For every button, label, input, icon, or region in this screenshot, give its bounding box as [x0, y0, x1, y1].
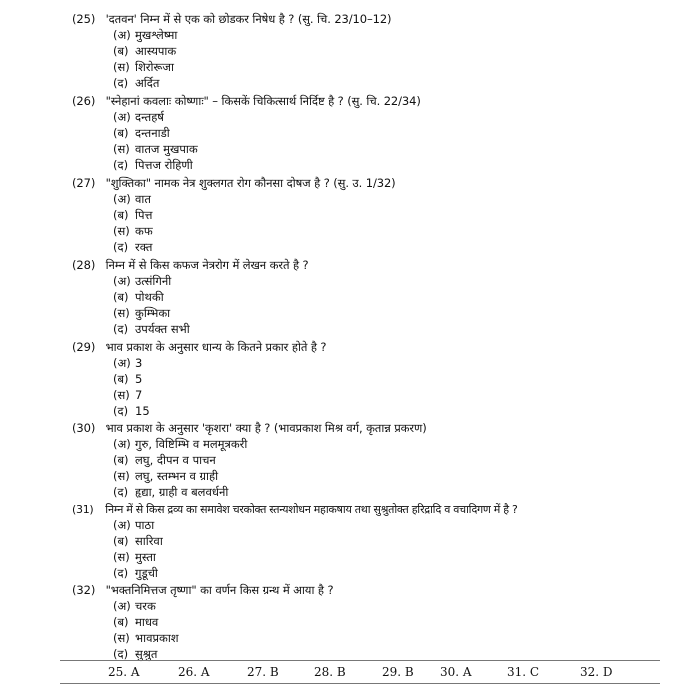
option-label: (ब) — [113, 290, 129, 304]
option-label: (द) — [113, 404, 129, 418]
option — [113, 518, 154, 533]
question-text: भाव प्रकाश के अनुसार धान्य के कितने प्रकार होते है ? — [105, 340, 327, 354]
option-label: (ब) — [113, 534, 129, 548]
option-label: (ब) — [113, 126, 129, 140]
question-31 — [72, 502, 518, 517]
option-label: (द) — [113, 647, 129, 661]
option-label: (स) — [113, 60, 130, 74]
option-text: उत्संगिनी — [135, 274, 172, 288]
option-label: (अ) — [113, 192, 131, 206]
answer-item: 32. D — [580, 665, 613, 679]
question-number: (25) — [72, 12, 96, 26]
option-label: (अ) — [113, 518, 131, 532]
option-label: (स) — [113, 550, 130, 564]
option — [113, 388, 142, 403]
option — [113, 631, 179, 646]
option — [113, 142, 198, 157]
question-text: भाव प्रकाश के अनुसार 'कृशरा' क्या है ? (भावप्रकाश मिश्र वर्ग, कृतान्न प्रकरण) — [105, 421, 427, 435]
option — [113, 110, 164, 125]
option — [113, 208, 152, 223]
option — [113, 469, 218, 484]
option-label: (ब) — [113, 372, 129, 386]
option-label: (स) — [113, 224, 130, 238]
question-32 — [72, 583, 333, 598]
option-text: वात — [135, 192, 151, 206]
option-text: माधव — [135, 615, 159, 629]
option-label: (अ) — [113, 274, 131, 288]
question-27 — [72, 176, 396, 191]
question-number: (30) — [72, 421, 96, 435]
option — [113, 356, 142, 371]
option-text: मुस्ता — [135, 550, 156, 564]
question-text: "भक्तनिमित्तज तृष्णा" का वर्णन किस ग्रन्थ में आया है ? — [105, 583, 334, 597]
option-text: दन्तहर्ष — [135, 110, 164, 124]
option-text: कुम्भिका — [135, 306, 171, 320]
option-text: गुडूची — [135, 566, 158, 580]
option-text: 3 — [135, 356, 143, 370]
question-25 — [72, 12, 391, 27]
option-label: (द) — [113, 566, 129, 580]
option-label: (ब) — [113, 208, 129, 222]
option-text: हृद्या, ग्राही व बलवर्धनी — [135, 485, 229, 499]
option — [113, 76, 159, 91]
question-text: निम्न में से किस कफज नेत्ररोग में लेखन करते है ? — [105, 258, 309, 272]
answer-item: 26. A — [178, 665, 210, 679]
option-label: (स) — [113, 306, 130, 320]
option-text: सारिवा — [135, 534, 163, 548]
option-label: (अ) — [113, 28, 131, 42]
option — [113, 158, 193, 173]
option-label: (स) — [113, 631, 130, 645]
answer-item: 29. B — [382, 665, 414, 679]
option-label: (ब) — [113, 453, 129, 467]
option-text: पित्तज रोहिणी — [135, 158, 193, 172]
option — [113, 322, 190, 337]
option-text: वातज मुखपाक — [135, 142, 198, 156]
option-text: अर्दित — [135, 76, 160, 90]
option — [113, 60, 174, 75]
option-label: (ब) — [113, 615, 129, 629]
option-text: रक्त — [135, 240, 153, 254]
option — [113, 437, 247, 452]
answer-item: 30. A — [440, 665, 472, 679]
option-label: (स) — [113, 142, 130, 156]
option — [113, 372, 142, 387]
answer-key — [60, 660, 660, 684]
option — [113, 534, 163, 549]
question-text: निम्न में से किस द्रव्य का समावेश चरकोक्त स्तन्यशोधन महाकषाय तथा सुश्रुतोक्त हरिद्रादि व वचादिगण में है ? — [105, 503, 518, 516]
option — [113, 404, 150, 419]
option-text: 7 — [135, 388, 143, 402]
option-text: 5 — [135, 372, 143, 386]
answer-item: 25. A — [108, 665, 140, 679]
question-text: "शुक्तिका" नामक नेत्र शुक्लगत रोग कौनसा दोषज है ? (सु. उ. 1/32) — [105, 176, 396, 190]
option-text: आस्यपाक — [135, 44, 177, 58]
option — [113, 485, 228, 500]
option — [113, 192, 151, 207]
option-text: पोथकी — [135, 290, 164, 304]
option-label: (अ) — [113, 110, 131, 124]
option-label: (द) — [113, 240, 129, 254]
option-label: (अ) — [113, 356, 131, 370]
option — [113, 224, 153, 239]
option-label: (द) — [113, 76, 129, 90]
question-30 — [72, 421, 427, 436]
question-number: (31) — [72, 503, 94, 516]
option-text: मुखश्लेष्मा — [135, 28, 178, 42]
option-text: 15 — [135, 404, 150, 418]
option — [113, 306, 170, 321]
option — [113, 566, 158, 581]
option — [113, 599, 156, 614]
option-label: (ब) — [113, 44, 129, 58]
answer-item: 31. C — [507, 665, 540, 679]
option — [113, 550, 156, 565]
option-text: उपर्यक्त सभी — [135, 322, 190, 336]
question-number: (28) — [72, 258, 96, 272]
option — [113, 290, 164, 305]
option-text: पित्त — [135, 208, 153, 222]
question-28 — [72, 258, 309, 273]
question-number: (27) — [72, 176, 96, 190]
question-26 — [72, 94, 421, 109]
answer-item: 27. B — [247, 665, 279, 679]
option-label: (द) — [113, 158, 129, 172]
option-text: दन्तनाडी — [135, 126, 170, 140]
question-text: 'दतवन' निम्न में से एक को छोडकर निषेध है ? (सु. चि. 23/10–12) — [105, 12, 392, 26]
option — [113, 274, 171, 289]
question-number: (26) — [72, 94, 96, 108]
option-text: भावप्रकाश — [135, 631, 179, 645]
question-29 — [72, 340, 326, 355]
option — [113, 615, 158, 630]
option-text: लघु, दीपन व पाचन — [135, 453, 216, 467]
option — [113, 28, 177, 43]
option-label: (स) — [113, 469, 130, 483]
option-text: चरक — [135, 599, 156, 613]
answer-item: 28. B — [314, 665, 346, 679]
option-text: शिरोरूजा — [135, 60, 174, 74]
option-label: (अ) — [113, 599, 131, 613]
question-number: (29) — [72, 340, 96, 354]
option-text: गुरु, विष्टिम्भि व मलमूत्रकरी — [135, 437, 248, 451]
option — [113, 453, 216, 468]
option-text: लघु, स्तम्भन व ग्राही — [135, 469, 219, 483]
option — [113, 126, 170, 141]
question-text: "स्नेहानां कवलाः कोष्णाः" – किसकें चिकित्सार्थ निर्दिष्ट है ? (सु. चि. 22/34) — [105, 94, 421, 108]
option — [113, 44, 176, 59]
option-label: (स) — [113, 388, 130, 402]
option-label: (द) — [113, 322, 129, 336]
option-label: (अ) — [113, 437, 131, 451]
option-text: कफ — [135, 224, 153, 238]
option-text: पाठा — [135, 518, 155, 532]
question-number: (32) — [72, 583, 96, 597]
option — [113, 240, 152, 255]
option-label: (द) — [113, 485, 129, 499]
option-text: सुश्रुत — [135, 647, 158, 661]
